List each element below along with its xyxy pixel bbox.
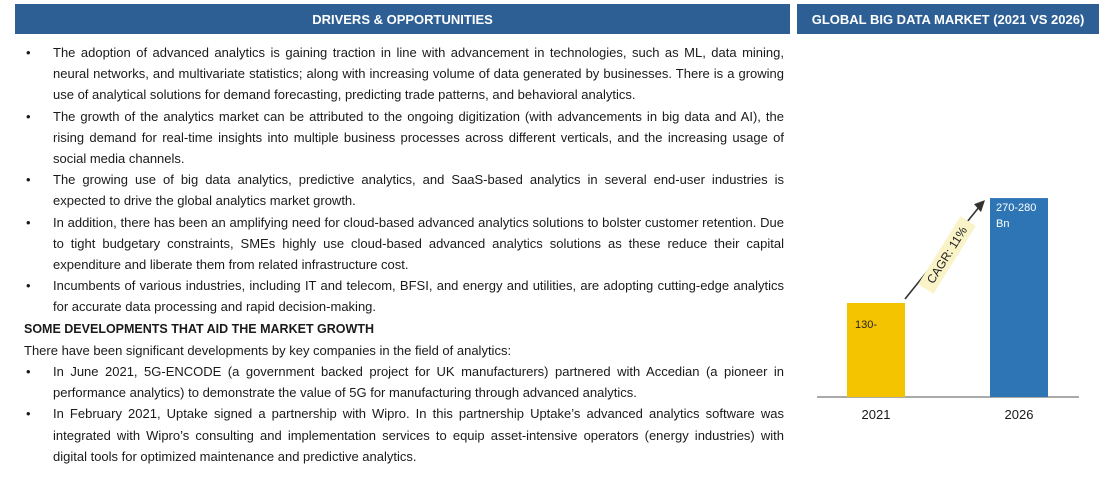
drivers-header bbox=[15, 4, 790, 34]
driver-item: • Incumbents of various industries, including IT and telecom, BFSI, and energy and utilities, are adopting cutting-edge analytics for accurate data processing and rapid decision-making. bbox=[24, 275, 784, 317]
drivers-list bbox=[24, 42, 784, 318]
drivers-title: DRIVERS & OPPORTUNITIES bbox=[312, 11, 493, 27]
market-chart bbox=[797, 40, 1099, 440]
cagr-label: CAGR: 11% bbox=[923, 223, 971, 287]
chart-header bbox=[797, 4, 1099, 34]
development-item: • In February 2021, Uptake signed a partnership with Wipro. In this partnership Uptake’s advanced analytics software was integrated with Wipro’s consulting and implementation services to equip asset-intensive operators (energy industries) with digital tools for optimized maintenance and predictive analytics. bbox=[24, 403, 784, 467]
data-label-2026: 270-280 Bn bbox=[996, 202, 1037, 231]
x-tick-label: 2026 bbox=[1004, 407, 1034, 422]
developments-subheading: SOME DEVELOPMENTS THAT AID THE MARKET GROWTH bbox=[24, 321, 374, 336]
cagr-annotation bbox=[918, 216, 976, 293]
chart-title: GLOBAL BIG DATA MARKET (2021 VS 2026) bbox=[811, 11, 1085, 27]
driver-item: • The adoption of advanced analytics is gaining traction in line with advancement in technologies, such as ML, data mining, neural networks, and multivariate statistics; along with increasing volume of data generated by businesses. There is a growing use of analytical solutions for demand forecasting, predicting trade patterns, and behavioral analytics. bbox=[24, 42, 784, 106]
development-item: • In June 2021, 5G-ENCODE (a government backed project for UK manufacturers) partnered with Accedian (a pioneer in performance analytics) to demonstrate the value of 5G for manufacturing through advanced analytics. bbox=[24, 361, 784, 403]
driver-item: • In addition, there has been an amplifying need for cloud-based advanced analytics solutions to bolster customer retention. Due to tight budgetary constraints, SMEs highly use cloud-based advanced analytics solutions as these reduce their capital expenditure and liberate them from related infrastructure cost. bbox=[24, 212, 784, 276]
driver-item: • The growth of the analytics market can be attributed to the ongoing digitization (with advancements in big data and AI), the rising demand for real-time insights into multiple business processes across different verticals, and the increasing usage of social media channels. bbox=[24, 106, 784, 170]
driver-item: • The growing use of big data analytics, predictive analytics, and SaaS-based analytics in several end-user industries is expected to drive the global analytics market growth. bbox=[24, 169, 784, 211]
developments-list bbox=[24, 361, 784, 467]
data-label-2021: 130- bbox=[855, 318, 878, 331]
drivers-content bbox=[24, 42, 784, 467]
x-tick-label: 2021 bbox=[861, 407, 891, 422]
developments-intro: There have been significant developments by key companies in the field of analytics: bbox=[24, 342, 512, 358]
bar-2021 bbox=[847, 303, 905, 397]
